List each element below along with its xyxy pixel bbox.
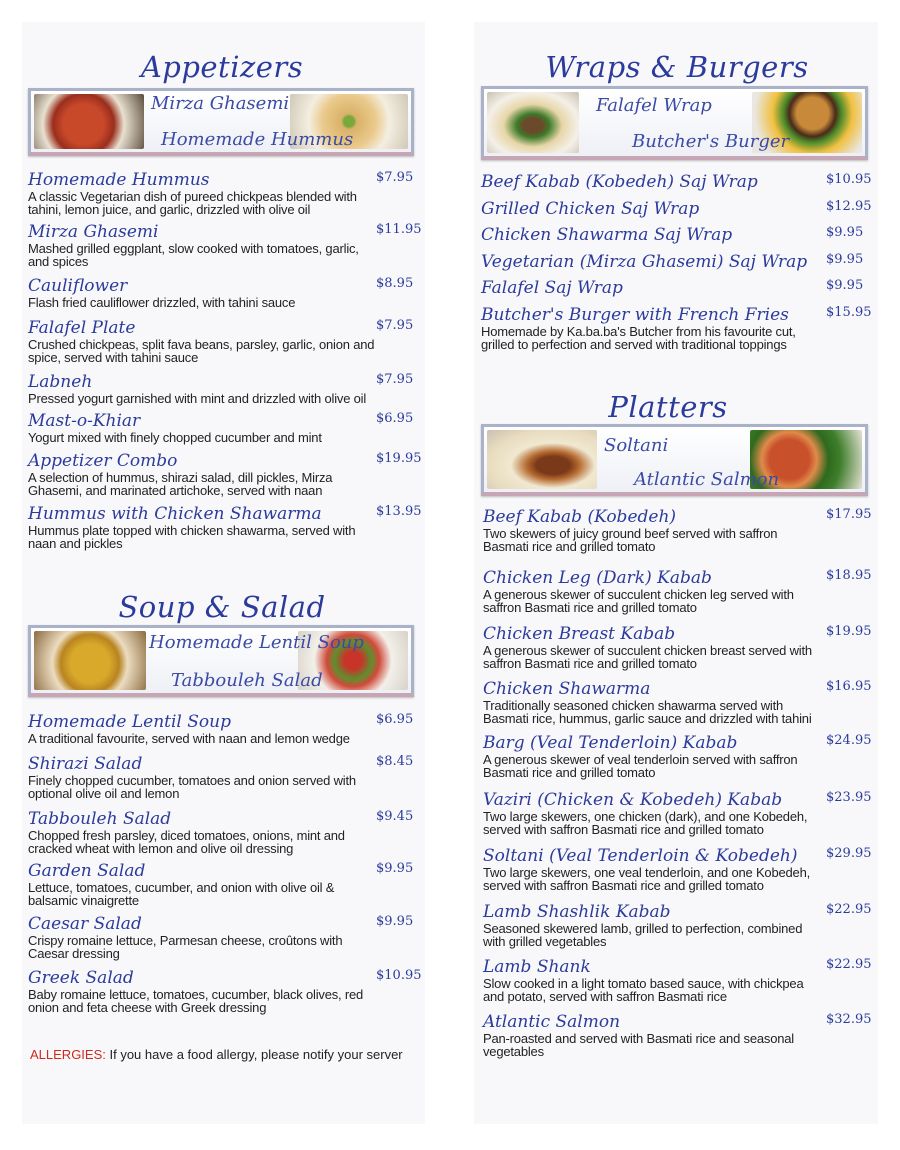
menu-item [28,318,426,364]
banner-caption-mirza-ghasemi: Mirza Ghasemi [151,93,290,114]
menu-item [481,252,876,272]
menu-item [483,846,876,892]
menu-item-description: Chopped fresh parsley, diced tomatoes, onions, mint and cracked wheat with lemon and olive oil dressing [28,828,345,856]
platters-title: Platters [608,390,728,424]
menu-item-price: $24.95 [826,733,872,748]
menu-item-name: Mirza Ghasemi [28,222,159,242]
menu-item-price: $32.95 [826,1012,872,1027]
menu-item [483,1012,876,1058]
menu-item-description: Hummus plate topped with chicken shawarma, served with naan and pickles [28,523,356,551]
menu-item-price: $29.95 [826,846,872,861]
appetizers-banner [28,88,414,156]
menu-item [481,199,876,219]
menu-item [28,276,426,309]
soup-salad-title: Soup & Salad [118,590,326,624]
menu-item [28,712,426,745]
menu-item-name: Soltani (Veal Tenderloin & Kobedeh) [483,846,798,866]
menu-item-description: Flash fried cauliflower drizzled, with tahini sauce [28,295,296,310]
menu-item-description: Pressed yogurt garnished with mint and drizzled with olive oil [28,391,367,406]
menu-item-description: A traditional favourite, served with naan and lemon wedge [28,731,350,746]
menu-item-name: Vaziri (Chicken & Kobedeh) Kabab [483,790,783,810]
menu-item-description: Mashed grilled eggplant, slow cooked with tomatoes, garlic, and spices [28,241,359,269]
menu-item-price: $22.95 [826,957,872,972]
menu-item-price: $22.95 [826,902,872,917]
banner-caption-soltani: Soltani [604,435,669,456]
menu-item-description: Two skewers of juicy ground beef served with saffron Basmati rice and grilled tomato [483,526,778,554]
menu-item-price: $23.95 [826,790,872,805]
menu-item-name: Grilled Chicken Saj Wrap [481,199,700,219]
menu-item [483,568,876,614]
menu-item-description: Crispy romaine lettuce, Parmesan cheese, croûtons with Caesar dressing [28,933,343,961]
menu-item [481,172,876,192]
menu-item [28,968,426,1014]
menu-item-description: Yogurt mixed with finely chopped cucumber and mint [28,430,322,445]
appetizers-title: Appetizers [140,50,304,84]
menu-item-description: A selection of hummus, shirazi salad, dill pickles, Mirza Ghasemi, and marinated artichoke, served with naan [28,470,333,498]
menu-item-price: $7.95 [376,170,414,185]
banner-caption-tabbouleh: Tabbouleh Salad [171,670,323,691]
menu-item-name: Greek Salad [28,968,134,988]
allergy-label: ALLERGIES: [30,1047,106,1062]
menu-item-price: $9.45 [376,809,414,824]
menu-item-description: Crushed chickpeas, split fava beans, parsley, garlic, onion and spice, served with tahini sauce [28,337,375,365]
menu-item-name: Chicken Leg (Dark) Kabab [483,568,712,588]
menu-item-description: Finely chopped cucumber, tomatoes and onion served with optional olive oil and lemon [28,773,356,801]
menu-item-name: Appetizer Combo [28,451,178,471]
menu-item-price: $19.95 [826,624,872,639]
menu-item [481,278,876,298]
banner-caption-homemade-hummus: Homemade Hummus [161,129,354,150]
menu-item-name: Chicken Shawarma [483,679,651,699]
menu-item [28,754,426,800]
menu-item-price: $16.95 [826,679,872,694]
menu-item-price: $12.95 [826,199,872,214]
menu-item-name: Vegetarian (Mirza Ghasemi) Saj Wrap [481,252,808,272]
menu-item-description: Lettuce, tomatoes, cucumber, and onion with olive oil & balsamic vinaigrette [28,880,335,908]
menu-item-name: Falafel Plate [28,318,136,338]
menu-item-price: $7.95 [376,318,414,333]
menu-item-name: Lamb Shashlik Kabab [483,902,671,922]
menu-item-name: Homemade Hummus [28,170,210,190]
menu-item [483,624,876,670]
menu-item-name: Homemade Lentil Soup [28,712,231,732]
menu-item-price: $18.95 [826,568,872,583]
menu-item [28,411,426,444]
menu-item-description: A generous skewer of succulent chicken leg served with saffron Basmati rice and grilled tomato [483,587,794,615]
menu-item-price: $10.95 [826,172,872,187]
menu-item-description: Two large skewers, one chicken (dark), and one Kobedeh, served with saffron Basmati rice and grilled tomato [483,809,808,837]
menu-item-description: Traditionally seasoned chicken shawarma served with Basmati rice, hummus, garlic sauce and drizzled with tahini [483,698,812,726]
soup-salad-banner [28,625,414,697]
menu-item-name: Tabbouleh Salad [28,809,172,829]
menu-item [28,861,426,907]
mirza-ghasemi-photo [34,94,144,149]
menu-item-name: Shirazi Salad [28,754,143,774]
banner-caption-atlantic-salmon: Atlantic Salmon [634,469,780,490]
menu-item-name: Lamb Shank [483,957,591,977]
menu-item [483,902,876,948]
menu-item-price: $9.95 [376,914,414,929]
menu-item-name: Beef Kabab (Kobedeh) [483,507,677,527]
menu-item [28,372,426,405]
platters-banner [481,424,868,496]
falafel-wrap-photo [487,92,579,153]
wraps-banner [481,86,868,160]
banner-caption-butchers-burger: Butcher's Burger [632,131,790,152]
menu-item-description: Baby romaine lettuce, tomatoes, cucumber, black olives, red onion and feta cheese with Greek dressing [28,987,364,1015]
menu-item-description: Seasoned skewered lamb, grilled to perfection, combined with grilled vegetables [483,921,803,949]
menu-item [483,507,876,553]
menu-item [483,957,876,1003]
menu-item-description: A generous skewer of succulent chicken breast served with saffron Basmati rice and grilled tomato [483,643,812,671]
menu-item-price: $8.95 [376,276,414,291]
menu-item-name: Beef Kabab (Kobedeh) Saj Wrap [481,172,758,192]
menu-item-price: $9.95 [826,225,864,240]
menu-item-price: $7.95 [376,372,414,387]
wraps-title: Wraps & Burgers [545,50,809,84]
menu-item-name: Barg (Veal Tenderloin) Kabab [483,733,738,753]
menu-item-description: A classic Vegetarian dish of pureed chickpeas blended with tahini, lemon juice, and garlic, drizzled with olive oil [28,189,357,217]
menu-item-name: Hummus with Chicken Shawarma [28,504,322,524]
menu-item [483,733,876,779]
menu-item-price: $8.45 [376,754,414,769]
lentil-soup-photo [34,631,146,690]
menu-item-name: Butcher's Burger with French Fries [481,305,789,325]
menu-item-price: $19.95 [376,451,422,466]
menu-item-description: Slow cooked in a light tomato based sauce, with chickpea and potato, served with saffron Basmati rice [483,976,804,1004]
allergy-text: If you have a food allergy, please notify your server [105,1047,403,1062]
menu-item-description: Homemade by Ka.ba.ba's Butcher from his favourite cut, grilled to perfection and served with traditional toppings [481,324,796,352]
menu-item [483,790,876,836]
menu-item-price: $9.95 [376,861,414,876]
menu-item-name: Cauliflower [28,276,128,296]
menu-item-description: A generous skewer of veal tenderloin served with saffron Basmati rice and grilled tomato [483,752,798,780]
menu-item-price: $9.95 [826,278,864,293]
menu-item-name: Garden Salad [28,861,146,881]
menu-item-name: Caesar Salad [28,914,142,934]
soltani-photo [487,430,597,489]
menu-item [28,222,426,268]
menu-item [28,451,426,497]
menu-item-name: Labneh [28,372,93,392]
banner-caption-falafel-wrap: Falafel Wrap [596,95,712,116]
menu-item [481,225,876,245]
menu-item-name: Mast-o-Khiar [28,411,141,431]
menu-item [28,504,426,550]
menu-item [28,809,426,855]
menu-item-description: Pan-roasted and served with Basmati rice and seasonal vegetables [483,1031,794,1059]
menu-item-price: $17.95 [826,507,872,522]
menu-item-price: $9.95 [826,252,864,267]
menu-item [483,679,876,725]
menu-item-name: Chicken Breast Kabab [483,624,676,644]
menu-item [28,914,426,960]
menu-item-description: Two large skewers, one veal tenderloin, and one Kobedeh, served with saffron Basmati rice and grilled tomato [483,865,811,893]
menu-item [481,305,876,351]
menu-item-price: $10.95 [376,968,422,983]
menu-item-price: $6.95 [376,411,414,426]
menu-item-price: $13.95 [376,504,422,519]
menu-item-name: Atlantic Salmon [483,1012,621,1032]
allergy-notice [30,1047,403,1062]
menu-item-price: $11.95 [376,222,422,237]
menu-item-name: Falafel Saj Wrap [481,278,623,298]
menu-item-price: $15.95 [826,305,872,320]
menu-item [28,170,426,216]
banner-caption-lentil-soup: Homemade Lentil Soup [149,632,364,653]
menu-item-name: Chicken Shawarma Saj Wrap [481,225,733,245]
menu-item-price: $6.95 [376,712,414,727]
